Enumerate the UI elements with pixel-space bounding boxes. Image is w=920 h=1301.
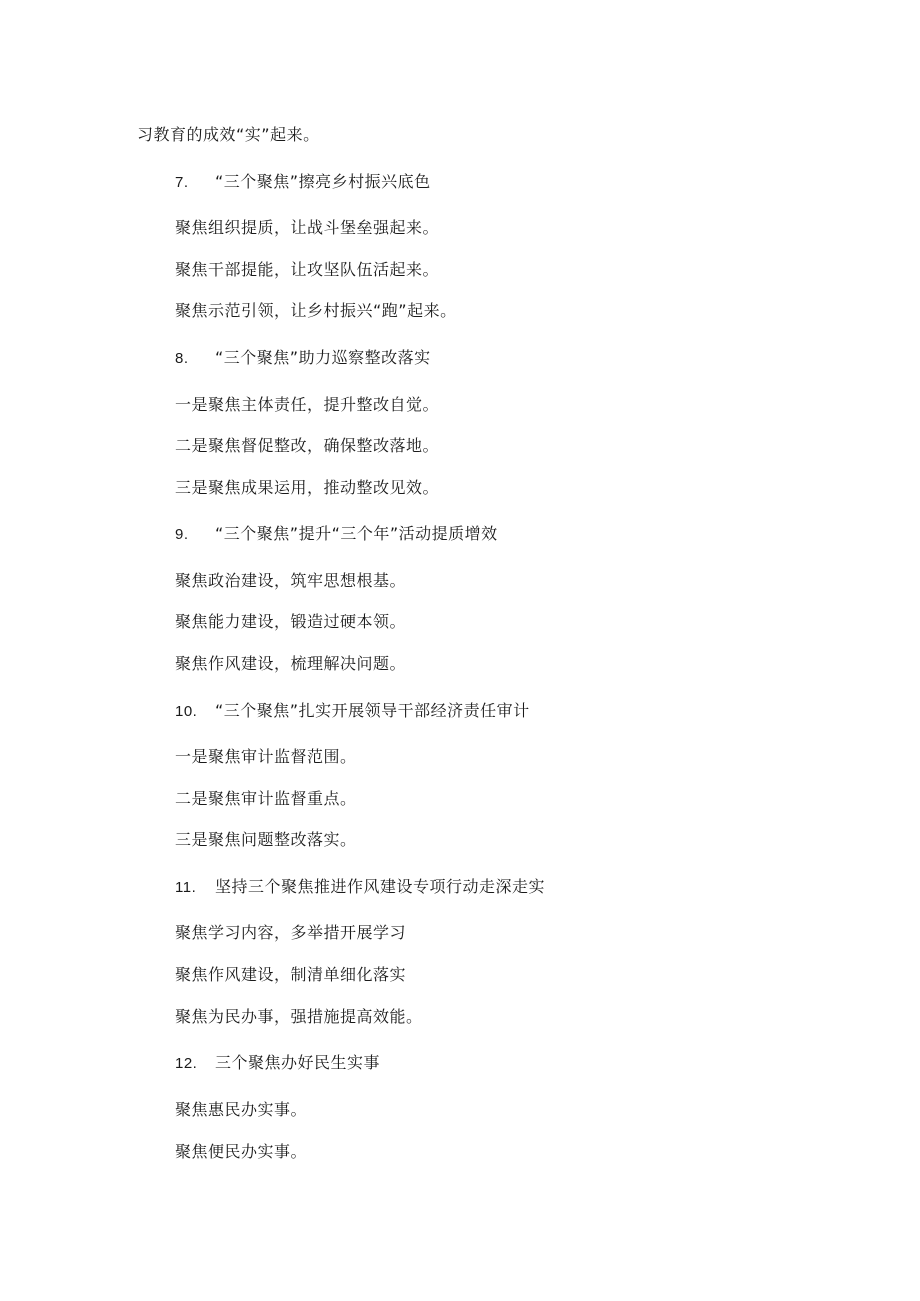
section-heading — [175, 876, 545, 899]
list-item: 聚焦惠民办实事。 — [175, 1100, 308, 1119]
list-item: 一是聚焦审计监督范围。 — [175, 747, 357, 766]
section-number: 7. — [175, 174, 189, 191]
section-title: “三个聚焦”擦亮乡村振兴底色 — [215, 172, 431, 191]
section-number: 12. — [175, 1055, 198, 1072]
section-title: 三个聚焦办好民生实事 — [215, 1053, 381, 1072]
section-title: “三个聚焦”扎实开展领导干部经济责任审计 — [215, 701, 530, 720]
list-item: 聚焦为民办事，强措施提高效能。 — [175, 1007, 423, 1026]
section-heading — [175, 700, 530, 723]
section-title: “三个聚焦”助力巡察整改落实 — [215, 348, 431, 367]
list-item: 聚焦政治建设，筑牢思想根基。 — [175, 571, 407, 590]
section-number: 9. — [175, 526, 189, 543]
section-title: 坚持三个聚焦推进作风建设专项行动走深走实 — [215, 877, 546, 896]
section-number: 11. — [175, 879, 197, 896]
section-heading — [175, 347, 431, 370]
list-item: 二是聚焦督促整改，确保整改落地。 — [175, 436, 440, 455]
list-item: 聚焦作风建设，梳理解决问题。 — [175, 654, 407, 673]
section-heading — [175, 523, 498, 546]
section-title: “三个聚焦”提升“三个年”活动提质增效 — [215, 524, 498, 543]
list-item: 聚焦组织提质，让战斗堡垒强起来。 — [175, 218, 440, 237]
section-number: 10. — [175, 703, 198, 720]
list-item: 三是聚焦成果运用，推动整改见效。 — [175, 478, 440, 497]
section-heading — [175, 1052, 380, 1075]
intro-text: 习教育的成效“实”起来。 — [137, 125, 320, 144]
section-heading — [175, 171, 431, 194]
list-item: 聚焦干部提能，让攻坚队伍活起来。 — [175, 260, 440, 279]
section-number: 8. — [175, 350, 189, 367]
list-item: 聚焦能力建设，锻造过硬本领。 — [175, 612, 407, 631]
list-item: 聚焦学习内容，多举措开展学习 — [175, 923, 407, 942]
list-item: 聚焦作风建设，制清单细化落实 — [175, 965, 407, 984]
list-item: 聚焦便民办实事。 — [175, 1142, 308, 1161]
list-item: 二是聚焦审计监督重点。 — [175, 789, 357, 808]
list-item: 聚焦示范引领，让乡村振兴“跑”起来。 — [175, 301, 457, 320]
list-item: 一是聚焦主体责任，提升整改自觉。 — [175, 395, 440, 414]
list-item: 三是聚焦问题整改落实。 — [175, 830, 357, 849]
